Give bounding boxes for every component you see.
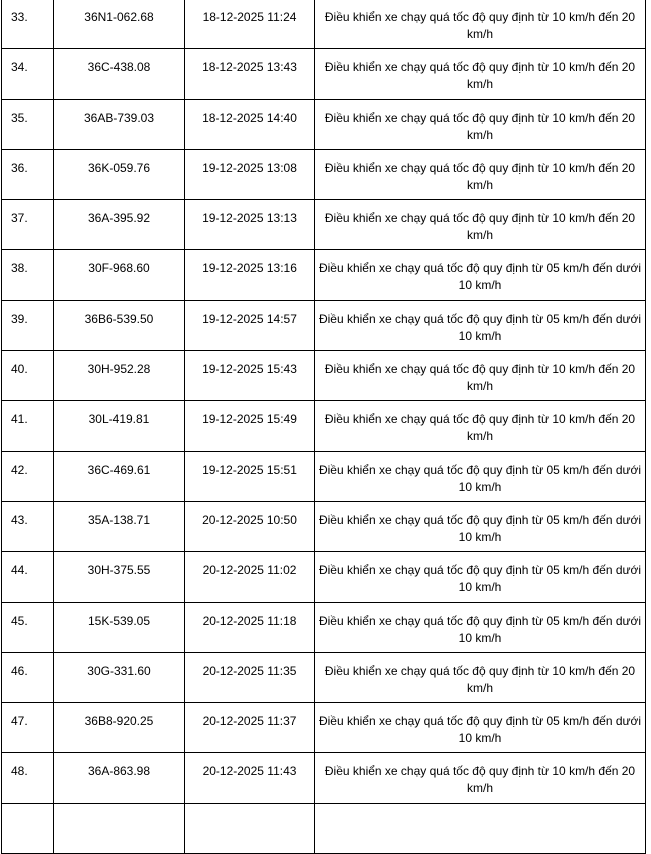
violation-time: 18-12-2025 11:24 bbox=[185, 0, 315, 49]
violation-description: Điều khiển xe chạy quá tốc độ quy định từ 10 km/h đến 20 km/h bbox=[315, 49, 646, 99]
row-number: 37. bbox=[2, 200, 54, 250]
violation-description: Điều khiển xe chạy quá tốc độ quy định từ 05 km/h đến dưới 10 km/h bbox=[315, 250, 646, 300]
violation-time: 19-12-2025 14:57 bbox=[185, 300, 315, 350]
license-plate: 15K-539.05 bbox=[54, 602, 185, 652]
violations-table-body bbox=[2, 0, 646, 854]
license-plate: 36C-438.08 bbox=[54, 49, 185, 99]
violation-description: Điều khiển xe chạy quá tốc độ quy định từ 05 km/h đến dưới 10 km/h bbox=[315, 300, 646, 350]
violation-time: 19-12-2025 13:13 bbox=[185, 200, 315, 250]
violation-description: Điều khiển xe chạy quá tốc độ quy định từ 05 km/h đến dưới 10 km/h bbox=[315, 602, 646, 652]
license-plate: 36C-469.61 bbox=[54, 451, 185, 501]
row-number: 39. bbox=[2, 300, 54, 350]
row-number: 36. bbox=[2, 149, 54, 199]
row-number: 38. bbox=[2, 250, 54, 300]
row-number: 47. bbox=[2, 703, 54, 753]
row-number: 44. bbox=[2, 552, 54, 602]
violation-description: Điều khiển xe chạy quá tốc độ quy định từ 10 km/h đến 20 km/h bbox=[315, 753, 646, 803]
license-plate: 30G-331.60 bbox=[54, 652, 185, 702]
license-plate: 30F-968.60 bbox=[54, 250, 185, 300]
license-plate: 36N1-062.68 bbox=[54, 0, 185, 49]
table-row bbox=[2, 149, 646, 199]
violation-description: Điều khiển xe chạy quá tốc độ quy định từ 10 km/h đến 20 km/h bbox=[315, 99, 646, 149]
license-plate: 30H-952.28 bbox=[54, 351, 185, 401]
violation-description: Điều khiển xe chạy quá tốc độ quy định từ 10 km/h đến 20 km/h bbox=[315, 401, 646, 451]
violation-description: Điều khiển xe chạy quá tốc độ quy định từ 05 km/h đến dưới 10 km/h bbox=[315, 451, 646, 501]
license-plate: 30L-419.81 bbox=[54, 401, 185, 451]
table-row bbox=[2, 300, 646, 350]
row-number: 41. bbox=[2, 401, 54, 451]
license-plate: 36B8-920.25 bbox=[54, 703, 185, 753]
violation-time: 20-12-2025 11:18 bbox=[185, 602, 315, 652]
table-row bbox=[2, 703, 646, 753]
table-row bbox=[2, 552, 646, 602]
license-plate: 36A-863.98 bbox=[54, 753, 185, 803]
table-row bbox=[2, 652, 646, 702]
table-row bbox=[2, 401, 646, 451]
license-plate: 36AB-739.03 bbox=[54, 99, 185, 149]
table-row bbox=[2, 501, 646, 551]
table-row bbox=[2, 250, 646, 300]
violation-time: 20-12-2025 11:37 bbox=[185, 703, 315, 753]
violation-time: 20-12-2025 11:02 bbox=[185, 552, 315, 602]
table-row bbox=[2, 451, 646, 501]
row-number: 35. bbox=[2, 99, 54, 149]
violation-time: 18-12-2025 13:43 bbox=[185, 49, 315, 99]
empty-cell bbox=[54, 803, 185, 853]
violation-description: Điều khiển xe chạy quá tốc độ quy định từ 10 km/h đến 20 km/h bbox=[315, 200, 646, 250]
row-number: 46. bbox=[2, 652, 54, 702]
violation-description: Điều khiển xe chạy quá tốc độ quy định từ 10 km/h đến 20 km/h bbox=[315, 351, 646, 401]
row-number: 43. bbox=[2, 501, 54, 551]
violation-description: Điều khiển xe chạy quá tốc độ quy định từ 05 km/h đến dưới 10 km/h bbox=[315, 501, 646, 551]
license-plate: 30H-375.55 bbox=[54, 552, 185, 602]
license-plate: 36A-395.92 bbox=[54, 200, 185, 250]
violation-description: Điều khiển xe chạy quá tốc độ quy định từ 10 km/h đến 20 km/h bbox=[315, 652, 646, 702]
row-number: 48. bbox=[2, 753, 54, 803]
violation-time: 19-12-2025 15:51 bbox=[185, 451, 315, 501]
row-number: 34. bbox=[2, 49, 54, 99]
row-number: 33. bbox=[2, 0, 54, 49]
violation-description: Điều khiển xe chạy quá tốc độ quy định từ 10 km/h đến 20 km/h bbox=[315, 149, 646, 199]
table-row bbox=[2, 99, 646, 149]
table-row bbox=[2, 49, 646, 99]
table-row bbox=[2, 0, 646, 49]
empty-cell bbox=[2, 803, 54, 853]
empty-cell bbox=[185, 803, 315, 853]
row-number: 40. bbox=[2, 351, 54, 401]
license-plate: 36B6-539.50 bbox=[54, 300, 185, 350]
violation-time: 19-12-2025 13:08 bbox=[185, 149, 315, 199]
violation-time: 20-12-2025 10:50 bbox=[185, 501, 315, 551]
empty-cell bbox=[315, 803, 646, 853]
violation-time: 18-12-2025 14:40 bbox=[185, 99, 315, 149]
table-row bbox=[2, 351, 646, 401]
table-row bbox=[2, 753, 646, 803]
table-row-empty bbox=[2, 803, 646, 853]
license-plate: 36K-059.76 bbox=[54, 149, 185, 199]
violation-time: 20-12-2025 11:35 bbox=[185, 652, 315, 702]
row-number: 45. bbox=[2, 602, 54, 652]
violation-description: Điều khiển xe chạy quá tốc độ quy định từ 05 km/h đến dưới 10 km/h bbox=[315, 703, 646, 753]
row-number: 42. bbox=[2, 451, 54, 501]
violation-description: Điều khiển xe chạy quá tốc độ quy định từ 05 km/h đến dưới 10 km/h bbox=[315, 552, 646, 602]
license-plate: 35A-138.71 bbox=[54, 501, 185, 551]
table-row bbox=[2, 200, 646, 250]
table-row bbox=[2, 602, 646, 652]
violation-time: 19-12-2025 15:43 bbox=[185, 351, 315, 401]
violations-table bbox=[1, 0, 646, 854]
violation-description: Điều khiển xe chạy quá tốc độ quy định từ 10 km/h đến 20 km/h bbox=[315, 0, 646, 49]
violation-time: 19-12-2025 15:49 bbox=[185, 401, 315, 451]
violation-time: 19-12-2025 13:16 bbox=[185, 250, 315, 300]
violation-time: 20-12-2025 11:43 bbox=[185, 753, 315, 803]
